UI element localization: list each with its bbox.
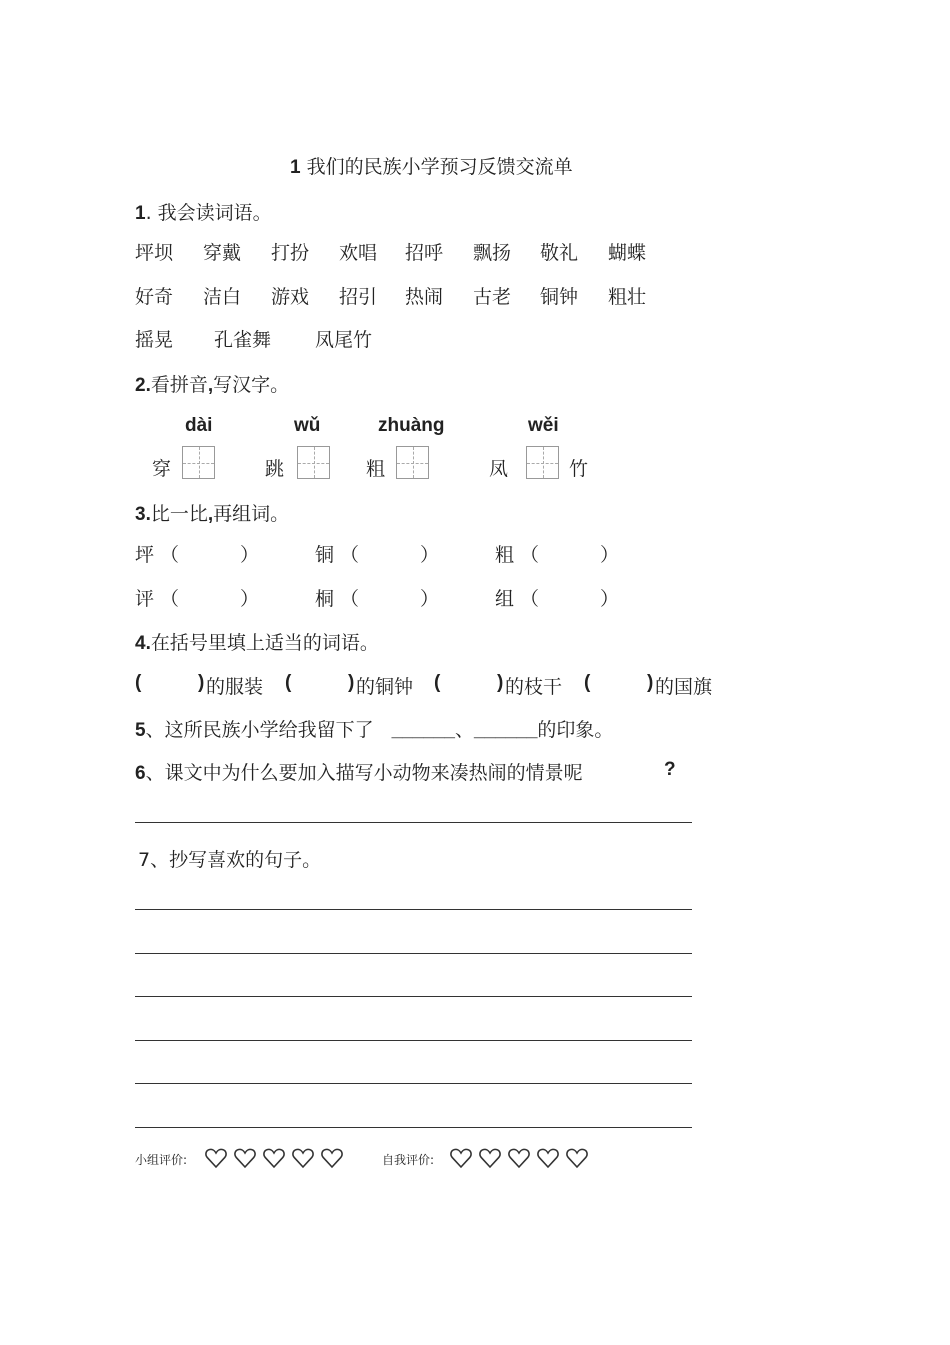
group-heart-icon[interactable]	[204, 1146, 228, 1170]
group-heart-icon[interactable]	[291, 1146, 315, 1170]
word: 游戏	[271, 286, 310, 308]
self-heart-icon[interactable]	[507, 1146, 531, 1170]
writing-box-4[interactable]	[526, 446, 559, 479]
group-eval-label: 小组评价:	[135, 1153, 188, 1167]
question-3: 3.比一比,再组词。	[135, 503, 290, 525]
char-chuan: 穿	[152, 458, 172, 480]
word-row-2	[0, 282, 950, 310]
pinyin-zhuang: zhuàng	[378, 415, 445, 436]
answer-line-q7-1[interactable]	[135, 909, 692, 910]
word: 蝴蝶	[608, 242, 647, 264]
answer-line-q7-2[interactable]	[135, 953, 692, 954]
fill-row: ( ) 的服装 ( ) 的铜钟 ( ) 的枝干 ( ) 的国旗	[135, 672, 713, 698]
word: 敬礼	[540, 242, 579, 264]
pinyin-wu: wǔ	[294, 415, 321, 436]
blank-1[interactable]: ______	[391, 720, 455, 741]
word: 欢唱	[339, 242, 378, 264]
blank-2[interactable]: ______	[474, 720, 538, 741]
word: 坪坝	[135, 242, 174, 264]
char-feng: 凤	[489, 458, 509, 480]
word-row-1	[0, 238, 950, 266]
word: 摇晃	[135, 329, 174, 351]
question-1: 1. 我会读词语。	[135, 202, 272, 224]
group-heart-icon[interactable]	[233, 1146, 257, 1170]
compare-row-2: 评 （ ） 桐 （ ） 组 （ ）	[135, 588, 620, 610]
writing-box-3[interactable]	[396, 446, 429, 479]
page-title	[290, 152, 573, 179]
self-eval-label: 自我评价:	[382, 1153, 435, 1167]
answer-line-q7-6[interactable]	[135, 1127, 692, 1128]
word: 飘扬	[473, 242, 512, 264]
word: 招呼	[405, 242, 444, 264]
answer-line-q7-4[interactable]	[135, 1040, 692, 1041]
pinyin-dai: dài	[185, 415, 213, 436]
compare-row-1: 坪 （ ） 铜 （ ） 粗 （ ）	[135, 544, 620, 566]
group-heart-icon[interactable]	[320, 1146, 344, 1170]
word: 孔雀舞	[214, 329, 272, 351]
answer-line-q7-5[interactable]	[135, 1083, 692, 1084]
word-row-3	[0, 325, 950, 353]
word: 招引	[339, 286, 378, 308]
word: 凤尾竹	[315, 329, 373, 351]
char-cu: 粗	[366, 458, 386, 480]
question-4: 4.在括号里填上适当的词语。	[135, 632, 379, 654]
question-7: 7、抄写喜欢的句子。	[138, 849, 322, 871]
word: 铜钟	[540, 286, 579, 308]
char-zhu: 竹	[569, 458, 589, 480]
self-heart-icon[interactable]	[536, 1146, 560, 1170]
word: 穿戴	[203, 242, 242, 264]
question-2: 2.看拼音,写汉字。	[135, 374, 290, 396]
self-heart-icon[interactable]	[478, 1146, 502, 1170]
question-6-mark: ?	[664, 759, 676, 780]
word: 打扮	[271, 242, 310, 264]
word: 洁白	[203, 286, 242, 308]
word: 古老	[473, 286, 512, 308]
question-6: 6、课文中为什么要加入描写小动物来凑热闹的情景呢	[135, 762, 583, 784]
pinyin-wei: wěi	[528, 415, 559, 436]
self-heart-icon[interactable]	[449, 1146, 473, 1170]
title-text: 我们的民族小学预习反馈交流单	[306, 156, 573, 178]
group-heart-icon[interactable]	[262, 1146, 286, 1170]
question-5: 5、这所民族小学给我留下了 ______、______的印象。	[135, 719, 614, 741]
answer-line-q7-3[interactable]	[135, 996, 692, 997]
writing-box-2[interactable]	[297, 446, 330, 479]
char-tiao: 跳	[265, 458, 285, 480]
word: 粗壮	[608, 286, 647, 308]
title-number: 1	[290, 157, 301, 178]
self-heart-icon[interactable]	[565, 1146, 589, 1170]
word: 热闹	[405, 286, 444, 308]
writing-box-1[interactable]	[182, 446, 215, 479]
word: 好奇	[135, 286, 174, 308]
answer-line-q6[interactable]	[135, 822, 692, 823]
